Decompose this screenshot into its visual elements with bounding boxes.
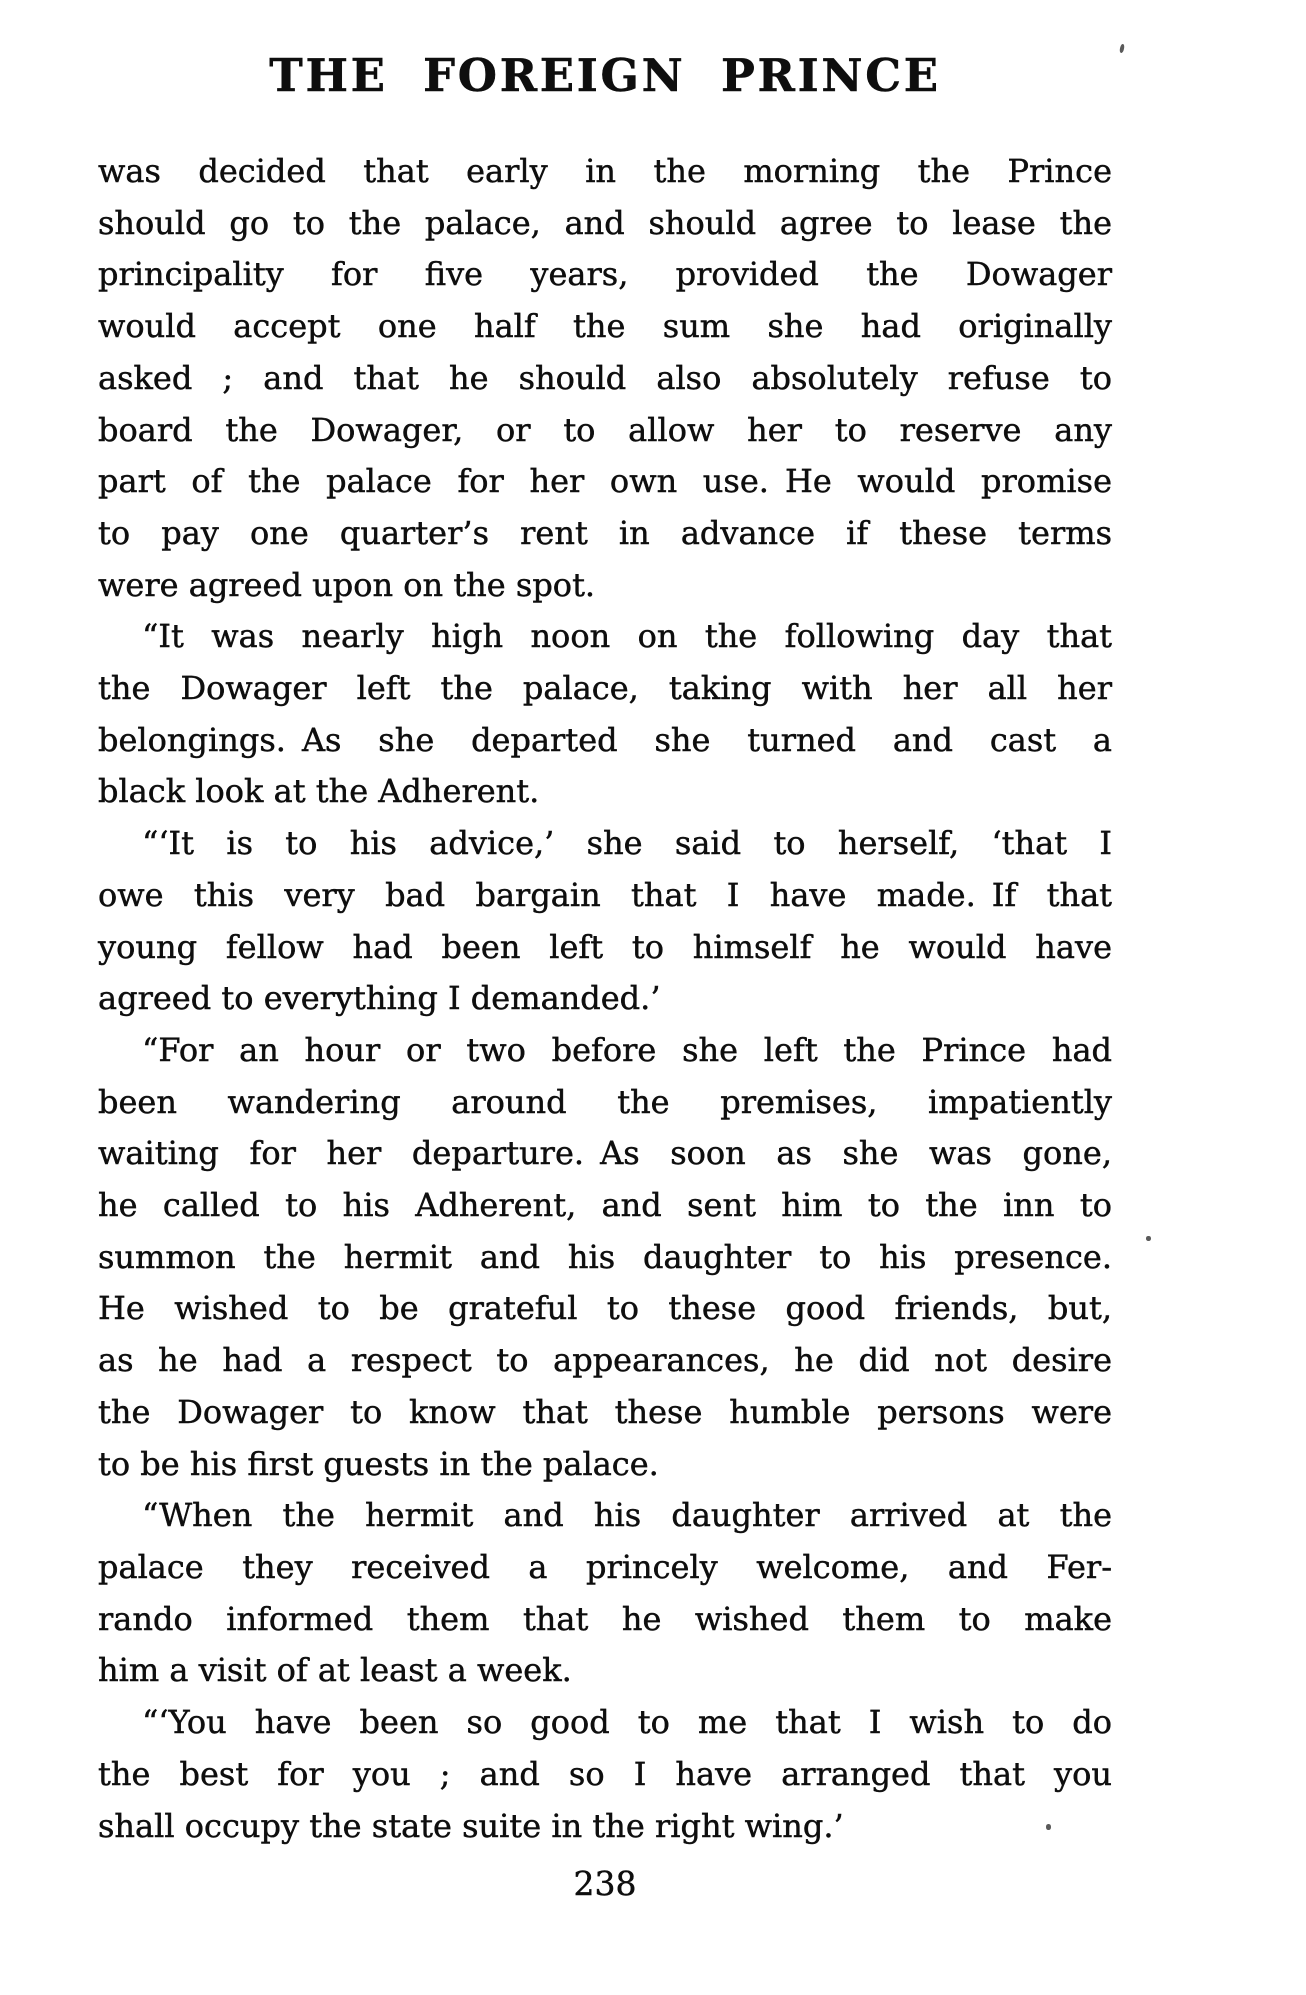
paragraph bbox=[98, 1490, 1112, 1697]
text-line: to be his first guests in the palace. bbox=[98, 1444, 659, 1483]
text-line: “For an hour or two before she left the Prince had bbox=[142, 1030, 1112, 1069]
paragraph bbox=[98, 146, 1112, 611]
text-line: He wished to be grateful to these good friends, but, bbox=[98, 1289, 1112, 1328]
paragraph bbox=[98, 818, 1112, 1025]
text-line: principality for five years, provided the Dowager bbox=[98, 255, 1112, 294]
text-line: asked ; and that he should also absolutely refuse to bbox=[98, 358, 1112, 397]
text-line: “It was nearly high noon on the following day that bbox=[142, 617, 1112, 656]
text-line: palace they received a princely welcome, and Fer- bbox=[98, 1547, 1112, 1586]
scan-speck bbox=[1146, 1236, 1151, 1241]
text-line: the Dowager left the palace, taking with her all her bbox=[98, 669, 1112, 708]
text-line: summon the hermit and his daughter to his presence. bbox=[98, 1237, 1112, 1276]
paragraph bbox=[98, 1697, 1112, 1852]
text-line: the best for you ; and so I have arranged that you bbox=[98, 1754, 1112, 1793]
text-line: the Dowager to know that these humble persons were bbox=[98, 1392, 1112, 1431]
text-line: waiting for her departure. As soon as she was gone, bbox=[98, 1134, 1112, 1173]
text-line: “‘It is to his advice,’ she said to herself, ‘that I bbox=[142, 824, 1112, 863]
text-line: agreed to everything I demanded.’ bbox=[98, 979, 661, 1018]
text-line: were agreed upon on the spot. bbox=[98, 565, 596, 604]
text-line: owe this very bad bargain that I have made. If that bbox=[98, 875, 1112, 914]
scan-speck bbox=[1046, 1824, 1051, 1830]
page-number: 238 bbox=[573, 1864, 637, 1903]
text-line: him a visit of at least a week. bbox=[98, 1651, 572, 1690]
page-title: THE FOREIGN PRINCE bbox=[269, 49, 941, 102]
text-line: part of the palace for her own use. He would promise bbox=[98, 462, 1112, 501]
text-line: was decided that early in the morning the Prince bbox=[98, 152, 1112, 190]
text-line: “‘You have been so good to me that I wish to do bbox=[142, 1703, 1112, 1742]
text-line: should go to the palace, and should agree to lease the bbox=[98, 203, 1112, 242]
text-line: young fellow had been left to himself he would have bbox=[98, 927, 1112, 966]
text-line: belongings. As she departed she turned and cast a bbox=[98, 720, 1112, 759]
text-line: to pay one quarter’s rent in advance if these terms bbox=[98, 513, 1112, 552]
text-line: “When the hermit and his daughter arrived at the bbox=[142, 1496, 1112, 1535]
scan-speck bbox=[1119, 44, 1125, 54]
text-line: would accept one half the sum she had originally bbox=[98, 307, 1112, 346]
text-line: black look at the Adherent. bbox=[98, 772, 540, 811]
text-line: board the Dowager, or to allow her to reserve any bbox=[98, 410, 1112, 449]
text-line: he called to his Adherent, and sent him to the inn to bbox=[98, 1186, 1112, 1225]
text-line: shall occupy the state suite in the right wing.’ bbox=[98, 1806, 844, 1845]
paragraph bbox=[98, 1025, 1112, 1490]
text-line: as he had a respect to appearances, he did not desire bbox=[98, 1341, 1112, 1380]
text-line: rando informed them that he wished them to make bbox=[98, 1599, 1112, 1638]
page-body bbox=[98, 146, 1112, 1852]
text-line: been wandering around the premises, impatiently bbox=[98, 1082, 1112, 1121]
paragraph bbox=[98, 611, 1112, 818]
